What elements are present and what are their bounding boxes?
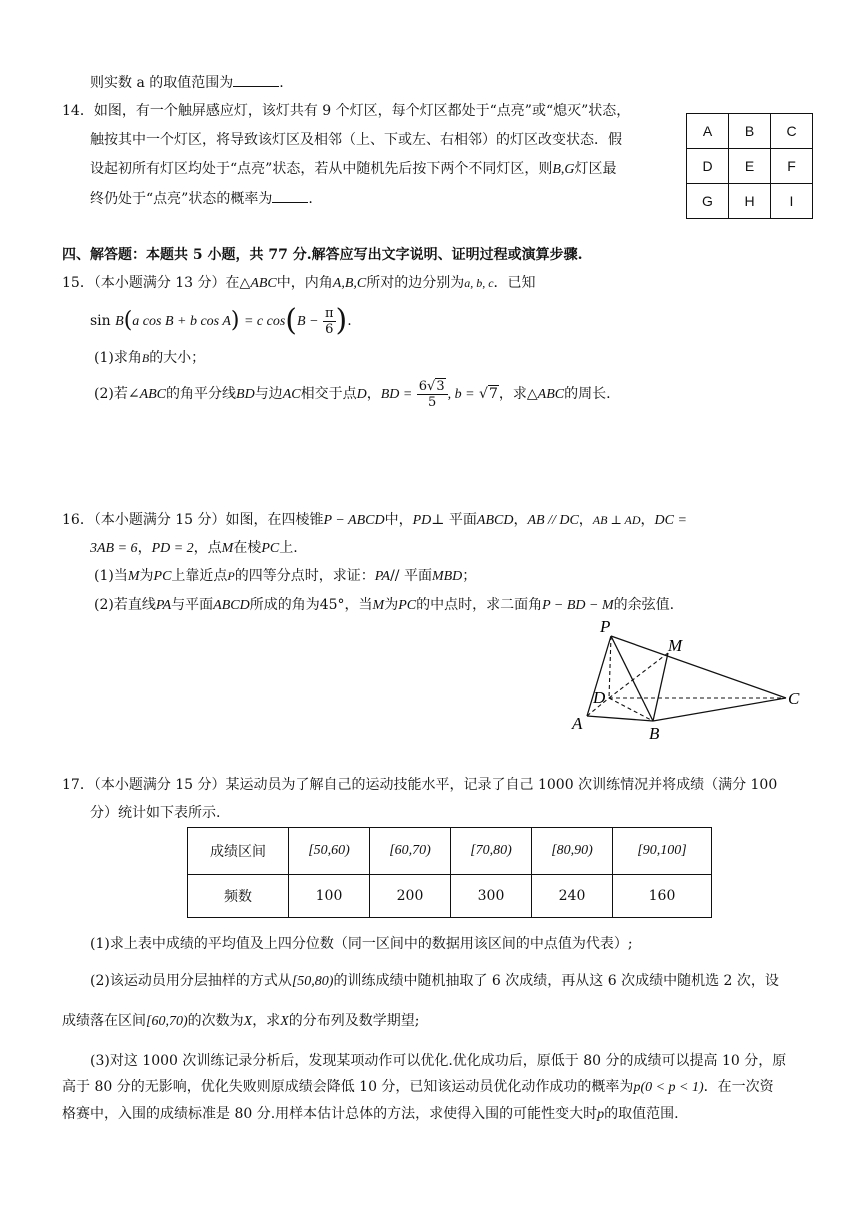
grid-cell: C	[771, 114, 813, 149]
label-a: A	[572, 714, 583, 733]
grid-cell: D	[687, 149, 729, 184]
grid-cell: G	[687, 184, 729, 219]
problem-17-q3-line-3: 格赛中，入围的成绩标准是 80 分.用样本估计总体的方法，求使得入围的可能性变大时p的取值范围.	[62, 1106, 679, 1122]
table-cell: 200	[370, 875, 451, 918]
label-d: D	[593, 688, 606, 707]
problem-15-equation: sin B(a cos B + b cos A) = c cos(B − $\frac{\pi}{6}$ ).	[90, 303, 352, 338]
table-cell: [80,90)	[532, 828, 613, 875]
section-4-heading: 四、解答题：本题共 5 小题，共 77 分.解答应写出文字说明、证明过程或演算步骤.	[62, 247, 583, 263]
problem-17-q1: (1)求上表中成绩的平均值及上四分位数（同一区间中的数据用该区间的中点值为代表）;	[90, 936, 633, 952]
grid-cell: H	[729, 184, 771, 219]
label-m: M	[668, 636, 683, 655]
edge-bc	[653, 698, 786, 721]
table-cell: [70,80)	[451, 828, 532, 875]
table-cell: 240	[532, 875, 613, 918]
problem-17-q3-line-2: 高于 80 分的无影响，优化失败则原成绩会降低 10 分，已知该运动员优化动作成功的概率为p(0 < p < 1)．在一次资	[62, 1079, 774, 1095]
answer-blank	[233, 72, 279, 87]
answer-blank	[272, 188, 308, 203]
table-cell: [90,100]	[613, 828, 712, 875]
table-cell: 100	[289, 875, 370, 918]
table-cell: 160	[613, 875, 712, 918]
problem-17-q2-line-2: 成绩落在区间[60,70)的次数为X，求X的分布列及数学期望;	[62, 1013, 420, 1029]
table-row	[188, 828, 712, 875]
problem-15-line-1: 15．（本小题满分 13 分）在△ABC中，内角A,B,C所对的边分别为a, b, c．已知	[62, 275, 536, 291]
problem-14-line-2: 触按其中一个灯区，将导致该灯区及相邻（上、下或左、右相邻）的灯区改变状态．假	[90, 132, 622, 148]
grid-cell: A	[687, 114, 729, 149]
problem-14-line-3: 设起初所有灯区均处于“点亮”状态，若从中随机先后按下两个不同灯区，则B,G灯区最	[90, 161, 617, 177]
light-grid	[686, 113, 813, 219]
label-b: B	[649, 724, 660, 743]
bd-fraction: $\frac{6√3}{5}$	[417, 379, 448, 410]
table-row	[188, 875, 712, 918]
table-header-cell: 成绩区间	[188, 828, 289, 875]
problem-16-line-2: 3AB = 6，PD = 2，点M在棱PC上.	[90, 540, 298, 556]
edge-pd	[609, 636, 611, 698]
pyramid-figure	[560, 612, 810, 744]
table-header-cell: 频数	[188, 875, 289, 918]
problem-16-line-1: 16．（本小题满分 15 分）如图，在四棱锥P − ABCD中，PD⊥ 平面ABCD，AB // DC，AB ⊥ AD，DC =	[62, 512, 687, 528]
grid-cell: B	[729, 114, 771, 149]
grid-cell: I	[771, 184, 813, 219]
problem-13-tail: 则实数 a 的取值范围为 .	[90, 72, 284, 93]
pi-over-six: $\frac{\pi}{6}$	[324, 305, 334, 337]
problem-14-line-1: 14．如图，有一个触屏感应灯，该灯共有 9 个灯区，每个灯区都处于“点亮”或“熄灭”状态，	[62, 103, 631, 119]
problem-14-line-4: 终仍处于“点亮”状态的概率为 .	[90, 188, 313, 209]
problem-17-line-2: 分）统计如下表所示.	[90, 805, 221, 821]
problem-17-line-1: 17．（本小题满分 15 分）某运动员为了解自己的运动技能水平，记录了自己 1000 次训练情况并将成绩（满分 100	[62, 777, 778, 793]
edge-ab	[587, 716, 653, 721]
problem-16-q1: (1)当M为PC上靠近点P的四等分点时，求证：PA// 平面MBD；	[94, 568, 477, 584]
score-table	[187, 827, 712, 918]
problem-15-q1: (1)求角B的大小；	[94, 350, 206, 366]
label-c: C	[788, 689, 800, 708]
table-cell: [60,70)	[370, 828, 451, 875]
grid-cell: F	[771, 149, 813, 184]
problem-15-q2: (2)若∠ABC的角平分线BD与边AC相交于点D，BD = $\frac{6√3}{5}$ , b = √7，求△ABC的周长.	[94, 378, 611, 410]
grid-cell: E	[729, 149, 771, 184]
table-cell: 300	[451, 875, 532, 918]
table-cell: [50,60)	[289, 828, 370, 875]
problem-17-q2-line-1: (2)该运动员用分层抽样的方式从[50,80)的训练成绩中随机抽取了 6 次成绩，再从这 6 次成绩中随机选 2 次，设	[90, 973, 779, 989]
problem-17-q3-line-1: (3)对这 1000 次训练记录分析后，发现某项动作可以优化.优化成功后，原低于 80 分的成绩可以提高 10 分，原	[90, 1053, 787, 1069]
label-p: P	[600, 617, 611, 636]
problem-16-q2: (2)若直线PA与平面ABCD所成的角为45°，当M为PC的中点时，求二面角P − BD − M的余弦值.	[94, 597, 675, 613]
